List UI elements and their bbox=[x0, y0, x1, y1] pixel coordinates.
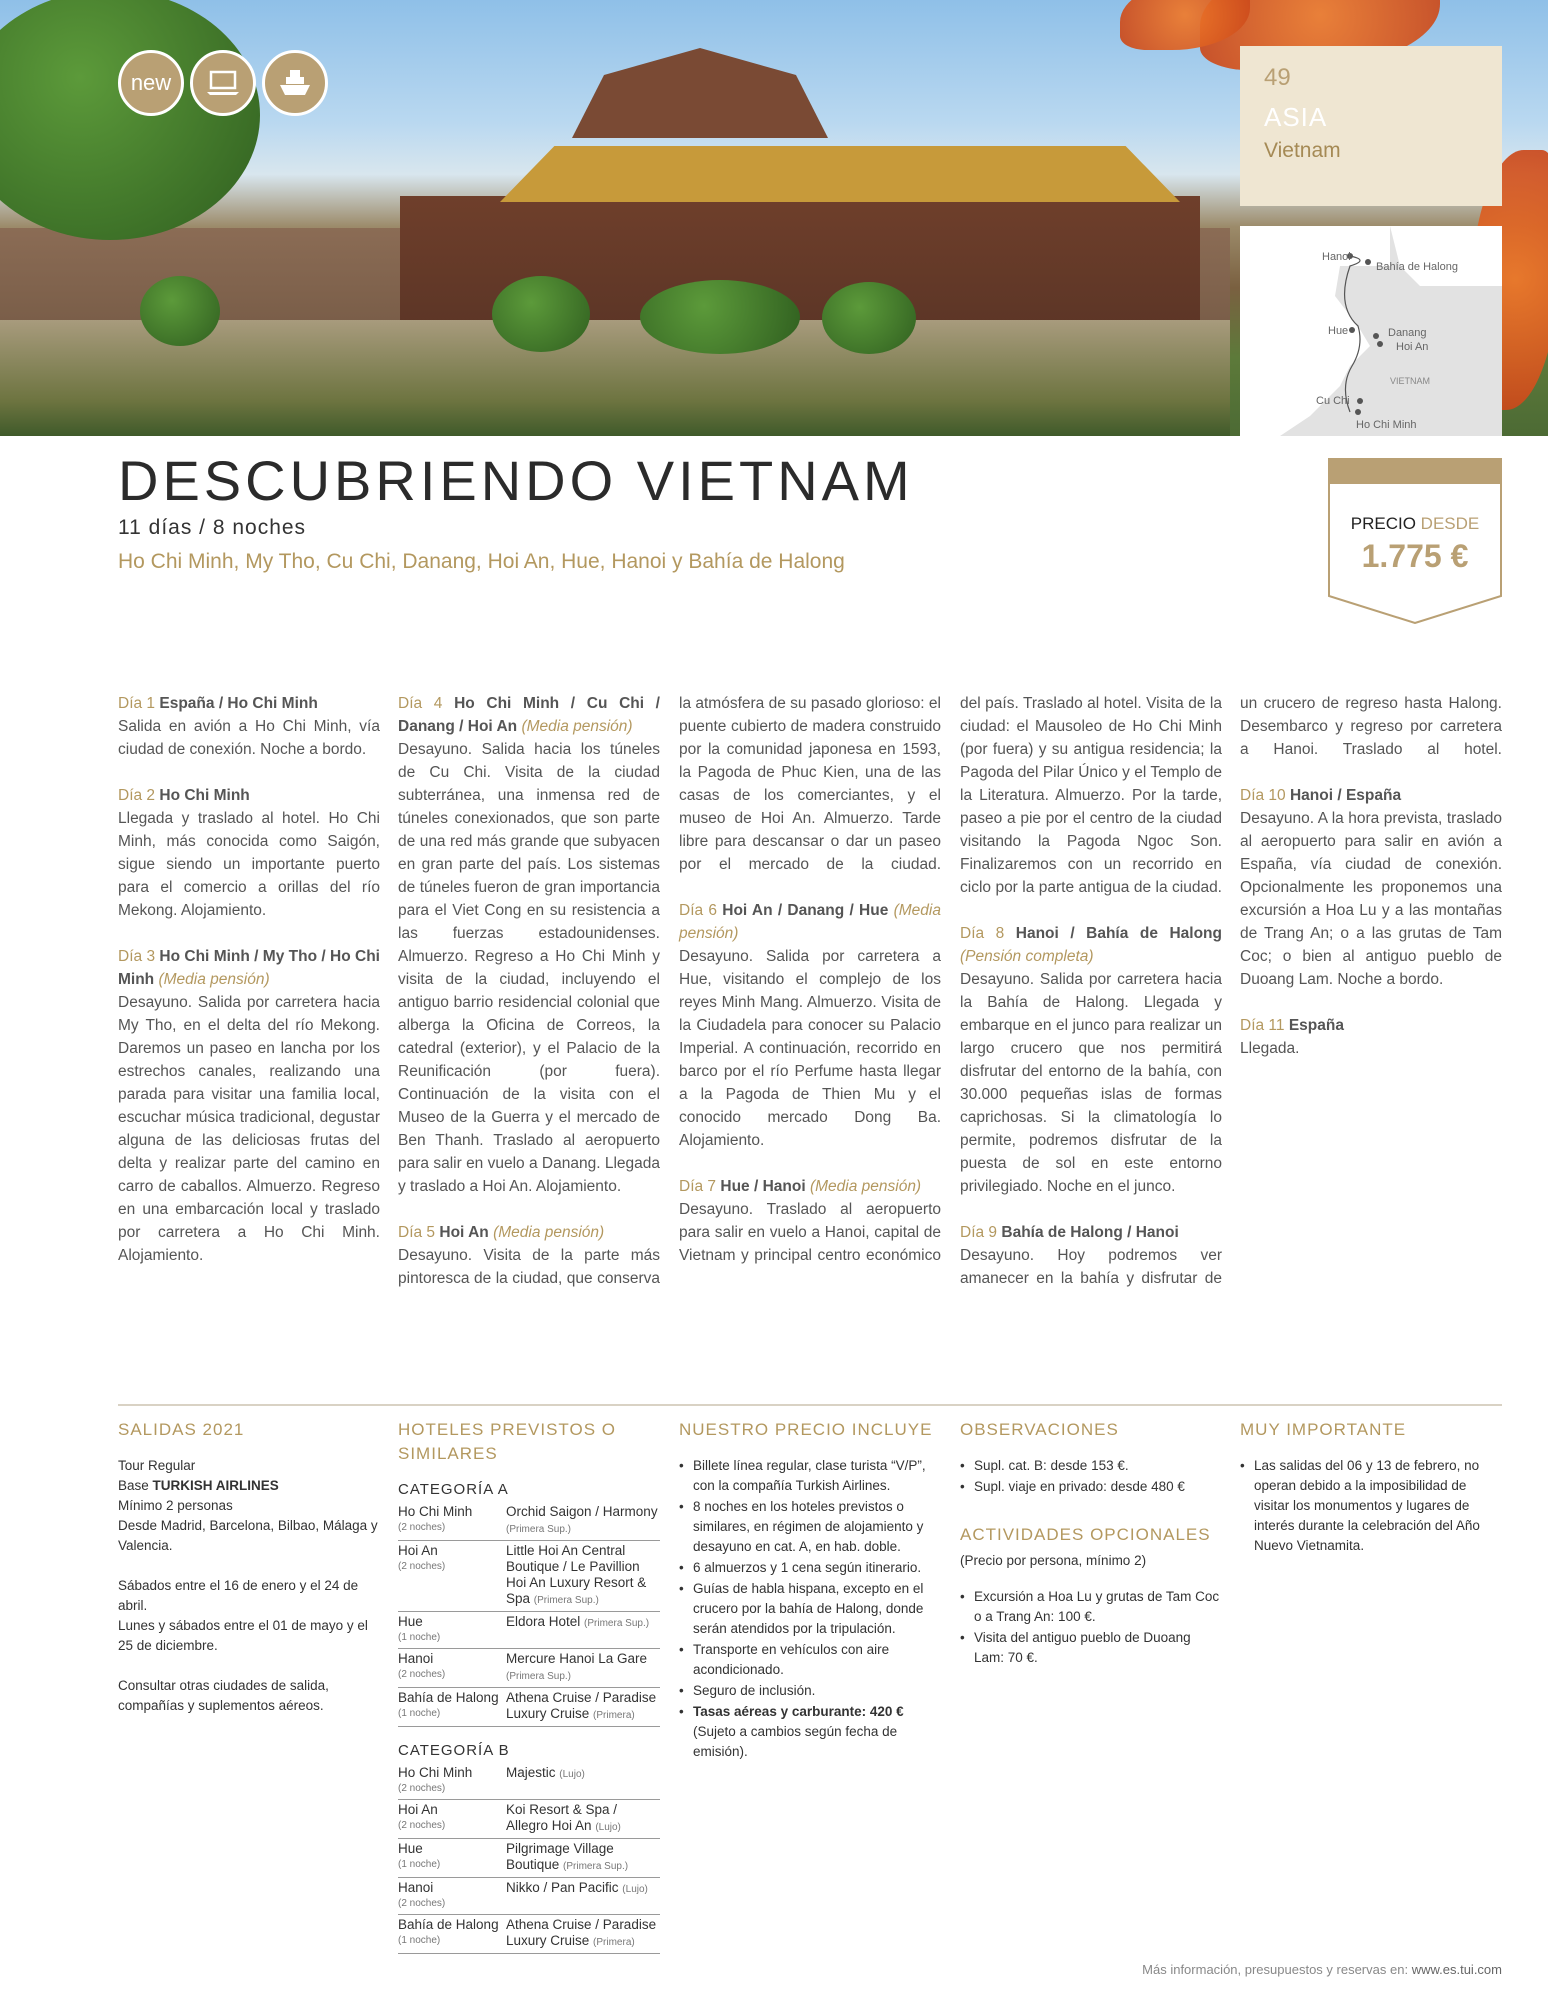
price-amount: 1.775 € bbox=[1361, 538, 1469, 574]
hotel-nights: (1 noche) bbox=[398, 1859, 441, 1870]
itinerary-column bbox=[118, 692, 380, 1290]
hotel-city: Hanoi bbox=[398, 1880, 434, 1895]
hotel-city: Bahía de Halong bbox=[398, 1917, 499, 1932]
list-item: • 8 noches en los hoteles previstos o similares, en régimen de alojamiento y desayuno en cat. A, en hab. doble. bbox=[679, 1497, 941, 1557]
hotel-nights: (2 noches) bbox=[398, 1898, 446, 1909]
list-item: • Visita del antiguo pueblo de Duoang Lam: 70 €. bbox=[960, 1628, 1222, 1668]
hotel-row bbox=[398, 1502, 660, 1541]
hotel-name: Athena Cruise / Paradise Luxury Cruise bbox=[506, 1917, 657, 1948]
hotel-city: Hue bbox=[398, 1841, 423, 1856]
website-link[interactable]: www.es.tui.com bbox=[1411, 1962, 1502, 1977]
hotel-city: Hue bbox=[398, 1614, 423, 1629]
hotel-name: Majestic bbox=[506, 1765, 560, 1780]
list-item: • Billete línea regular, clase turista “V/P”, con la compañía Turkish Airlines. bbox=[679, 1456, 941, 1496]
list-item: • Excursión a Hoa Lu y grutas de Tam Coc o a Trang An: 100 €. bbox=[960, 1587, 1222, 1627]
hotel-row bbox=[398, 1839, 660, 1878]
section-heading: ACTIVIDADES OPCIONALES bbox=[960, 1525, 1211, 1544]
hotels-table-a bbox=[398, 1502, 660, 1727]
section-heading: MUY IMPORTANTE bbox=[1240, 1420, 1407, 1439]
hotel-city: Hanoi bbox=[398, 1651, 434, 1666]
day-1: Día 1 España / Ho Chi Minh Salida en avión a Ho Chi Minh, vía ciudad de conexión. Noche a bordo. bbox=[118, 695, 380, 758]
list-item: • Supl. cat. B: desde 153 €. bbox=[960, 1456, 1222, 1476]
hotel-nights: (2 noches) bbox=[398, 1561, 446, 1572]
hotel-row bbox=[398, 1649, 660, 1688]
list-item: • Seguro de inclusión. bbox=[679, 1681, 941, 1701]
region-label: ASIA bbox=[1264, 102, 1328, 132]
includes-section bbox=[679, 1418, 941, 1763]
list-item: • Transporte en vehículos con aire acondicionado. bbox=[679, 1640, 941, 1680]
list-item: • Tasas aéreas y carburante: 420 € (Sujeto a cambios según fecha de emisión). bbox=[679, 1702, 941, 1762]
section-heading: HOTELES PREVISTOS O SIMILARES bbox=[398, 1420, 617, 1463]
itinerary bbox=[118, 692, 1502, 1312]
hotel-name: Orchid Saigon / Harmony bbox=[506, 1504, 658, 1519]
day-2: Día 2 Ho Chi Minh Llegada y traslado al hotel. Ho Chi Minh, más conocida como Saigón, sigue siendo un importante puerto para el comercio a orillas del río Mekong. Alojamiento. bbox=[118, 787, 380, 919]
hotel-nights: (1 noche) bbox=[398, 1632, 441, 1643]
route-map bbox=[1240, 226, 1502, 436]
trip-cities: Ho Chi Minh, My Tho, Cu Chi, Danang, Hoi An, Hue, Hanoi y Bahía de Halong bbox=[118, 550, 845, 573]
day-4: Día 4 Ho Chi Minh / Cu Chi / Danang / Hoi An (Media pensión) Desayuno. Salida hacia los túneles de Cu Chi. Visita de la ciudad subterránea, una inmensa red de túneles conexionados, que son parte de una red más grande que subyacen en gran parte del país. Los sistemas de túneles fueron de gran importancia para el Viet Cong en su resistencia a las fuerzas estadounidenses. Almuerzo. Regreso a Ho Chi Minh y visita de la ciudad, incluyendo el antiguo barrio residencial colonial que alberga la Oficina de Correos, la catedral (exterior), y el Palacio de la Reunificación (por fuera). Continuación de la visita con el Museo de la Guerra y el mercado de Ben Thanh. Traslado al aeropuerto para salir en vuelo a Danang. Llegada y traslado a Hoi An. Alojamiento. bbox=[398, 695, 660, 1195]
itinerary-column bbox=[398, 692, 660, 1313]
itinerary-column: un crucero de regreso hasta Halong. Desembarco y regreso por carretera a Hanoi. Traslado al hotel. Día 10 Hanoi / España Desayuno. A la hora prevista, traslado al aeropuerto para salir en avión a España, vía ciudad de conexión. Opcionalmente les proponemos una excursión a Hoa Lu y a las montañas de Trang An; o a las grutas de Tam Coc; o bien al antiguo pueblo de Duoang Lam. Noche a bordo. Día 11 España Llegada. bbox=[1240, 692, 1502, 1083]
map-label-hcm: Ho Chi Minh bbox=[1356, 419, 1417, 431]
section-heading: SALIDAS 2021 bbox=[118, 1420, 245, 1439]
destination-box bbox=[1240, 46, 1502, 206]
hotel-row bbox=[398, 1612, 660, 1649]
hotel-row bbox=[398, 1688, 660, 1727]
hotel-city: Hoi An bbox=[398, 1543, 438, 1558]
hotel-row bbox=[398, 1763, 660, 1800]
hotel-city: Bahía de Halong bbox=[398, 1690, 499, 1705]
section-heading: NUESTRO PRECIO INCLUYE bbox=[679, 1420, 933, 1439]
trip-details bbox=[118, 1418, 1502, 1948]
price-label: PRECIO DESDE bbox=[1350, 514, 1480, 533]
itinerary-column: la atmósfera de su pasado glorioso: el puente cubierto de madera construido por la comunidad japonesa en 1593, la Pagoda de Phuc Kien, una de las casas de los comerciantes, y el museo de Hoi An. Almuerzo. Tarde libre para descansar o dar un paseo por el mercado de la ciudad. Día 6 Hoi An / Danang / Hue (Media pensión) Desayuno. Salida por carretera a Hue, visitando el complejo de los reyes Minh Mang. Almuerzo. Visita de la Ciudadela para conocer su Palacio Imperial. A continuación, recorrido en barco por el río Perfume hasta llegar a la Pagoda de Thien Mu y el conocido mercado Dong Ba. Alojamiento. Día 7 Hue / Hanoi (Media pensión) Desayuno. Traslado al aeropuerto para salir en vuelo a Hanoi, capital de Vietnam y principal centro económico bbox=[679, 692, 941, 1290]
hotel-category: (Primera Sup.) bbox=[533, 1595, 599, 1606]
hotel-category: (Primera) bbox=[593, 1937, 635, 1948]
list-item: • 6 almuerzos y 1 cena según itinerario. bbox=[679, 1558, 941, 1578]
cruise-ship-icon bbox=[262, 50, 328, 116]
day-11: Día 11 España Llegada. bbox=[1240, 1017, 1344, 1057]
hotel-name: Eldora Hotel bbox=[506, 1614, 585, 1629]
hotel-name: Koi Resort & Spa / Allegro Hoi An bbox=[506, 1802, 618, 1833]
new-badge: new bbox=[118, 50, 184, 116]
includes-list bbox=[679, 1456, 941, 1762]
hotel-nights: (2 noches) bbox=[398, 1783, 446, 1794]
hotel-category: (Lujo) bbox=[622, 1884, 648, 1895]
hotel-row bbox=[398, 1800, 660, 1839]
day-10: Día 10 Hanoi / España Desayuno. A la hora prevista, traslado al aeropuerto para salir en avión a España, vía ciudad de conexión. Opcionalmente les proponemos una excursión a Hoa Lu y a las montañas de Trang An; o a las grutas de Tam Coc; o bien al antiguo pueblo de Duoang Lam. Noche a bordo. bbox=[1240, 787, 1502, 988]
map-label-halong: Bahía de Halong bbox=[1376, 261, 1458, 273]
trip-duration: 11 días / 8 noches bbox=[118, 516, 307, 539]
day-3: Día 3 Ho Chi Minh / My Tho / Ho Chi Minh (Media pensión) Desayuno. Salida por carretera hacia My Tho, en el delta del río Mekong. Daremos un paseo en lancha por los estrechos canales, realizando una parada para visitar una familia local, escuchar música tradicional, degustar alguna de las deliciosas frutas del delta y realizar parte del camino en carro de caballos. Almuerzo. Regreso en una embarcación local y traslado por carretera a Ho Chi Minh. Alojamiento. bbox=[118, 948, 380, 1264]
day-6: Día 6 Hoi An / Danang / Hue (Media pensión) Desayuno. Salida por carretera a Hue, visitando el complejo de los reyes Minh Mang. Almuerzo. Visita de la Ciudadela para conocer su Palacio Imperial. A continuación, recorrido en barco por el río Perfume hasta llegar a la Pagoda de Thien Mu y el conocido mercado Dong Ba. Alojamiento. bbox=[679, 902, 941, 1149]
hotel-nights: (1 noche) bbox=[398, 1708, 441, 1719]
page-number: 49 bbox=[1264, 64, 1291, 91]
list-item: • Guías de habla hispana, excepto en el crucero por la bahía de Halong, donde serán atendidos por la tripulación. bbox=[679, 1579, 941, 1639]
price-box bbox=[1328, 458, 1502, 624]
hotel-category: (Primera Sup.) bbox=[584, 1618, 650, 1629]
hotel-row bbox=[398, 1878, 660, 1915]
hotel-name: Mercure Hanoi La Gare bbox=[506, 1651, 648, 1666]
hotel-row bbox=[398, 1915, 660, 1954]
hotel-category: (Lujo) bbox=[595, 1822, 621, 1833]
hotel-nights: (1 noche) bbox=[398, 1935, 441, 1946]
section-heading: OBSERVACIONES bbox=[960, 1420, 1119, 1439]
footer: Más información, presupuestos y reservas en: www.es.tui.com bbox=[1142, 1962, 1502, 1977]
country-label: Vietnam bbox=[1264, 139, 1341, 162]
itinerary-column: del país. Traslado al hotel. Visita de la ciudad: el Mausoleo de Ho Chi Minh (por fuera) y su antigua residencia; la Pagoda del Pilar Único y el Templo de la Literatura. Almuerzo. Por la tarde, paseo a pie por el centro de la ciudad visitando la Pagoda Ngoc Son. Finalizaremos con un recorrido en ciclo por la parte antigua de la ciudad. Día 8 Hanoi / Bahía de Halong (Pensión completa) Desayuno. Salida por carretera hacia la Bahía de Halong. Llegada y embarque en el junco para realizar un largo crucero que nos permitirá disfrutar del entorno de la bahía, con 30.000 pequeñas islas de formas caprichosas. Si la climatología lo permite, podremos disfrutar de la puesta de sol en este entorno privilegiado. Noche en el junco. Día 9 Bahía de Halong / Hanoi Desayuno. Hoy podremos ver amanecer en la bahía y disfrutar de bbox=[960, 692, 1222, 1313]
map-label-hoian: Hoi An bbox=[1396, 341, 1429, 353]
map-label-cuchi: Cu Chi bbox=[1316, 395, 1350, 407]
map-label-hue: Hue bbox=[1328, 325, 1349, 337]
departures-section: SALIDAS 2021 Tour Regular Base TURKISH AIRLINES Mínimo 2 personas Desde Madrid, Barcelona, Bilbao, Málaga y Valencia. Sábados entre el 16 de enero y el 24 de abril. Lunes y sábados entre el 01 de mayo y el 25 de diciembre. Consultar otras ciudades de salida, compañías y suplementos aéreos. bbox=[118, 1418, 380, 1716]
list-item: • Las salidas del 06 y 13 de febrero, no operan debido a la imposibilidad de visitar los monumentos y lugares de interés durante la celebración del Año Nuevo Vietnamita. bbox=[1240, 1456, 1502, 1556]
day-9: Día 9 Bahía de Halong / Hanoi Desayuno. Hoy podremos ver amanecer en la bahía y disfrutar de bbox=[960, 1224, 1222, 1287]
day-7: Día 7 Hue / Hanoi (Media pensión) Desayuno. Traslado al aeropuerto para salir en vuelo a Hanoi, capital de Vietnam y principal centro económico bbox=[679, 1178, 941, 1264]
hotel-category: (Primera) bbox=[593, 1710, 635, 1721]
hotel-city: Hoi An bbox=[398, 1802, 438, 1817]
hotel-name: Athena Cruise / Paradise Luxury Cruise bbox=[506, 1690, 657, 1721]
hotel-name: Little Hoi An Central Boutique / Le Pavillion Hoi An Luxury Resort & Spa bbox=[506, 1543, 647, 1606]
laptop-icon bbox=[190, 50, 256, 116]
map-label-danang: Danang bbox=[1388, 327, 1427, 339]
important-section bbox=[1240, 1418, 1502, 1557]
hotel-city: Ho Chi Minh bbox=[398, 1765, 473, 1780]
day-8: Día 8 Hanoi / Bahía de Halong (Pensión completa) Desayuno. Salida por carretera hacia la Bahía de Halong. Llegada y embarque en el junco para realizar un largo crucero que nos permitirá disfrutar del entorno de la bahía, con 30.000 pequeñas islas de formas caprichosas. Si la climatología lo permite, podremos disfrutar de la puesta de sol en este entorno privilegiado. Noche en el junco. bbox=[960, 925, 1222, 1195]
hotel-nights: (2 noches) bbox=[398, 1820, 446, 1831]
hotel-name: Pilgrimage Village Boutique bbox=[506, 1841, 614, 1872]
list-item: • Supl. viaje en privado: desde 480 € bbox=[960, 1477, 1222, 1497]
hotel-row bbox=[398, 1541, 660, 1612]
page-title: DESCUBRIENDO VIETNAM bbox=[118, 449, 914, 512]
hotel-nights: (2 noches) bbox=[398, 1669, 446, 1680]
map-label-hanoi: Hanoi bbox=[1322, 251, 1351, 263]
hotel-category: (Primera Sup.) bbox=[563, 1861, 629, 1872]
map-label-vietnam: VIETNAM bbox=[1390, 376, 1431, 386]
day-5: Día 5 Hoi An (Media pensión) Desayuno. Visita de la parte más pintoresca de la ciudad, que conserva bbox=[398, 1224, 660, 1287]
hotel-city: Ho Chi Minh bbox=[398, 1504, 473, 1519]
hotel-category: (Primera Sup.) bbox=[506, 1671, 572, 1682]
hotel-category: (Lujo) bbox=[559, 1769, 585, 1780]
hotels-section: HOTELES PREVISTOS O SIMILARES CATEGORÍA A Ho Chi Minh (2 noches) Orchid Saigon / Harmony (Primera Sup.) Hoi An (2 noches) Little Hoi An Central Boutique / Le Pavillion Hoi An Luxury Resort & Spa (Primera Sup.) Hue (1 noche) Eldora Hotel (Primera Sup.) Hanoi (2 noches) Mercure Hanoi La Gare (Primera Sup.) Bahía de Halong (1 noche) Athena Cruise / Paradise Luxury Cruise (Primera) CATEGORÍA B Ho Chi Minh (2 noches) Majestic (Lujo) Hoi An (2 noches) Koi Resort & Spa / Allegro Hoi An (Lujo) Hue (1 noche) Pilgrimage Village Boutique (Primera Sup.) Hanoi (2 noches) Nikko / Pan Pacific (Lujo) Bahía de Halong (1 noche) Athena Cruise / Paradise Luxury Cruise (Primera) bbox=[398, 1418, 660, 1954]
section-divider bbox=[118, 1404, 1502, 1406]
hotel-nights: (2 noches) bbox=[398, 1522, 446, 1533]
hotel-category: (Primera Sup.) bbox=[506, 1524, 572, 1535]
hotel-name: Nikko / Pan Pacific bbox=[506, 1880, 623, 1895]
observations-section: OBSERVACIONES • Supl. cat. B: desde 153 €. • Supl. viaje en privado: desde 480 € ACTIVIDADES OPCIONALES (Precio por persona, mínimo 2) • Excursión a Hoa Lu y grutas de Tam Coc o a Trang An: 100 €. • Visita del antiguo pueblo de Duoang Lam: 70 €. bbox=[960, 1418, 1222, 1669]
hotels-table-b bbox=[398, 1763, 660, 1954]
